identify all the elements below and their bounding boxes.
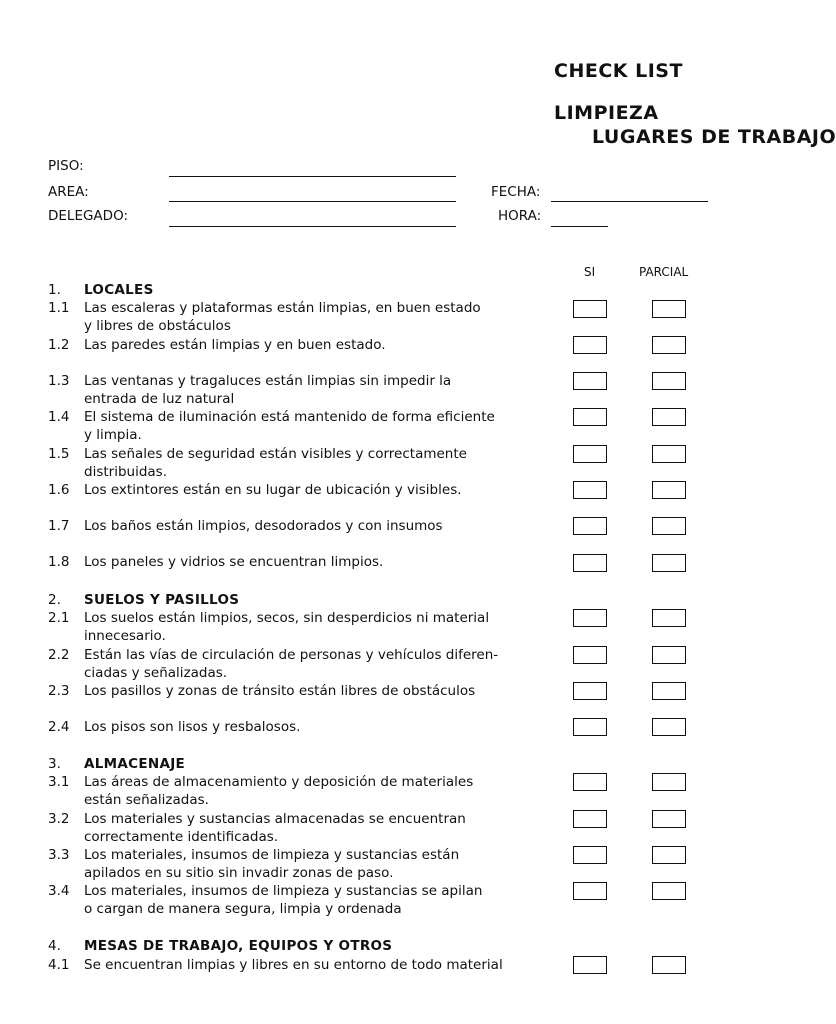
checklist-item-text	[84, 682, 534, 700]
delegado-field[interactable]	[169, 226, 456, 227]
checkbox-parcial-1-2[interactable]	[652, 336, 686, 354]
checklist-item-text	[84, 956, 534, 974]
checklist-item-text	[84, 372, 534, 408]
item-line: El sistema de iluminación está mantenido de forma eficiente	[84, 409, 495, 425]
section-title-locales: LOCALES	[84, 282, 154, 298]
hora-field[interactable]	[551, 226, 608, 227]
checkbox-parcial-1-4[interactable]	[652, 408, 686, 426]
item-number: 1.7	[48, 518, 70, 534]
checkbox-parcial-1-5[interactable]	[652, 445, 686, 463]
checkbox-si-1-5[interactable]	[573, 445, 607, 463]
item-line: Los pisos son lisos y resbalosos.	[84, 719, 301, 735]
item-line: distribuidas.	[84, 464, 167, 480]
item-line: y libres de obstáculos	[84, 318, 231, 334]
item-line: Los pasillos y zonas de tránsito están libres de obstáculos	[84, 683, 476, 699]
item-line: Los paneles y vidrios se encuentran limpios.	[84, 554, 384, 570]
item-line: Se encuentran limpias y libres en su entorno de todo material	[84, 957, 503, 973]
section-number: 2.	[48, 592, 61, 608]
item-number: 2.1	[48, 610, 70, 626]
item-line: Las ventanas y tragaluces están limpias sin impedir la	[84, 373, 452, 389]
checkbox-si-2-4[interactable]	[573, 718, 607, 736]
checkbox-si-2-1[interactable]	[573, 609, 607, 627]
checkbox-si-1-3[interactable]	[573, 372, 607, 390]
item-line: Las escaleras y plataformas están limpias, en buen estado	[84, 300, 481, 316]
item-number: 3.4	[48, 883, 70, 899]
piso-field[interactable]	[169, 176, 456, 177]
section-title-suelos-y-pasillos: SUELOS Y PASILLOS	[84, 592, 240, 608]
checkbox-si-3-3[interactable]	[573, 846, 607, 864]
checkbox-parcial-1-1[interactable]	[652, 300, 686, 318]
checklist-item-text	[84, 336, 534, 354]
item-line: innecesario.	[84, 628, 166, 644]
item-number: 1.4	[48, 409, 70, 425]
checkbox-si-1-1[interactable]	[573, 300, 607, 318]
item-number: 1.1	[48, 300, 70, 316]
section-title-almacenaje: ALMACENAJE	[84, 756, 186, 772]
checkbox-si-3-2[interactable]	[573, 810, 607, 828]
item-line: Están las vías de circulación de personas y vehículos diferen-	[84, 647, 499, 663]
item-number: 2.2	[48, 647, 70, 663]
checkbox-parcial-4-1[interactable]	[652, 956, 686, 974]
item-line: apilados en su sitio sin invadir zonas de paso.	[84, 865, 394, 881]
checkbox-si-2-3[interactable]	[573, 682, 607, 700]
item-line: Los baños están limpios, desodorados y con insumos	[84, 518, 443, 534]
checkbox-parcial-2-4[interactable]	[652, 718, 686, 736]
document-title-line2: LIMPIEZA	[554, 102, 659, 124]
checklist-item-text	[84, 553, 534, 571]
checkbox-si-1-8[interactable]	[573, 554, 607, 572]
item-line: Los suelos están limpios, secos, sin desperdicios ni material	[84, 610, 490, 626]
checkbox-si-2-2[interactable]	[573, 646, 607, 664]
checklist-item-text	[84, 773, 534, 809]
hora-label: HORA:	[498, 208, 542, 224]
checkbox-parcial-3-3[interactable]	[652, 846, 686, 864]
checkbox-parcial-3-1[interactable]	[652, 773, 686, 791]
document-title-line1: CHECK LIST	[554, 60, 683, 82]
item-line: Los extintores están en su lugar de ubicación y visibles.	[84, 482, 462, 498]
area-field[interactable]	[169, 201, 456, 202]
column-header-si: SI	[584, 265, 596, 279]
checkbox-parcial-1-3[interactable]	[652, 372, 686, 390]
section-number: 3.	[48, 756, 61, 772]
checklist-item-text	[84, 718, 534, 736]
piso-label: PISO:	[48, 158, 84, 174]
item-line: o cargan de manera segura, limpia y ordenada	[84, 901, 402, 917]
checkbox-parcial-2-1[interactable]	[652, 609, 686, 627]
item-number: 2.3	[48, 683, 70, 699]
item-number: 1.8	[48, 554, 70, 570]
checkbox-parcial-3-4[interactable]	[652, 882, 686, 900]
item-line: Las áreas de almacenamiento y deposición de materiales	[84, 774, 474, 790]
item-number: 3.2	[48, 811, 70, 827]
checklist-item-text	[84, 810, 534, 846]
item-number: 1.3	[48, 373, 70, 389]
section-number: 1.	[48, 282, 61, 298]
item-number: 1.2	[48, 337, 70, 353]
title-line3-clip	[592, 126, 836, 148]
checkbox-si-3-4[interactable]	[573, 882, 607, 900]
item-line: están señalizadas.	[84, 792, 209, 808]
item-line: Los materiales, insumos de limpieza y sustancias se apilan	[84, 883, 483, 899]
checkbox-parcial-2-2[interactable]	[652, 646, 686, 664]
delegado-label: DELEGADO:	[48, 208, 129, 224]
item-number: 3.1	[48, 774, 70, 790]
area-label: AREA:	[48, 184, 89, 200]
checklist-item-text	[84, 408, 534, 444]
checklist-item-text	[84, 517, 534, 535]
checkbox-parcial-1-7[interactable]	[652, 517, 686, 535]
checklist-item-text	[84, 445, 534, 481]
checklist-item-text	[84, 299, 534, 335]
item-line: Las señales de seguridad están visibles y correctamente	[84, 446, 467, 462]
fecha-label: FECHA:	[491, 184, 541, 200]
item-line: Los materiales y sustancias almacenadas se encuentran	[84, 811, 466, 827]
checklist-item-text	[84, 646, 534, 682]
item-number: 4.1	[48, 957, 70, 973]
checkbox-si-1-4[interactable]	[573, 408, 607, 426]
checkbox-parcial-1-6[interactable]	[652, 481, 686, 499]
item-line: Los materiales, insumos de limpieza y sustancias están	[84, 847, 460, 863]
checkbox-si-4-1[interactable]	[573, 956, 607, 974]
item-line: y limpia.	[84, 427, 142, 443]
title-line1-clip	[554, 60, 714, 82]
checkbox-parcial-3-2[interactable]	[652, 810, 686, 828]
item-number: 1.6	[48, 482, 70, 498]
section-number: 4.	[48, 938, 61, 954]
item-number: 1.5	[48, 446, 70, 462]
checklist-item-text	[84, 481, 534, 499]
item-number: 2.4	[48, 719, 70, 735]
checklist-item-text	[84, 846, 534, 882]
item-line: Las paredes están limpias y en buen estado.	[84, 337, 386, 353]
document-title-line3: LUGARES DE TRABAJO	[592, 126, 836, 148]
column-header-parcial: PARCIAL	[639, 265, 689, 279]
section-title-mesas-de-trabajo: MESAS DE TRABAJO, EQUIPOS Y OTROS	[84, 938, 393, 954]
item-line: entrada de luz natural	[84, 391, 235, 407]
item-line: correctamente identificadas.	[84, 829, 279, 845]
item-number: 3.3	[48, 847, 70, 863]
checkbox-si-3-1[interactable]	[573, 773, 607, 791]
checkbox-parcial-1-8[interactable]	[652, 554, 686, 572]
checklist-item-text	[84, 609, 534, 645]
item-line: ciadas y señalizadas.	[84, 665, 228, 681]
fecha-field[interactable]	[551, 201, 708, 202]
checkbox-parcial-2-3[interactable]	[652, 682, 686, 700]
checklist-item-text	[84, 882, 534, 918]
checkbox-si-1-6[interactable]	[573, 481, 607, 499]
checkbox-si-1-7[interactable]	[573, 517, 607, 535]
checkbox-si-1-2[interactable]	[573, 336, 607, 354]
